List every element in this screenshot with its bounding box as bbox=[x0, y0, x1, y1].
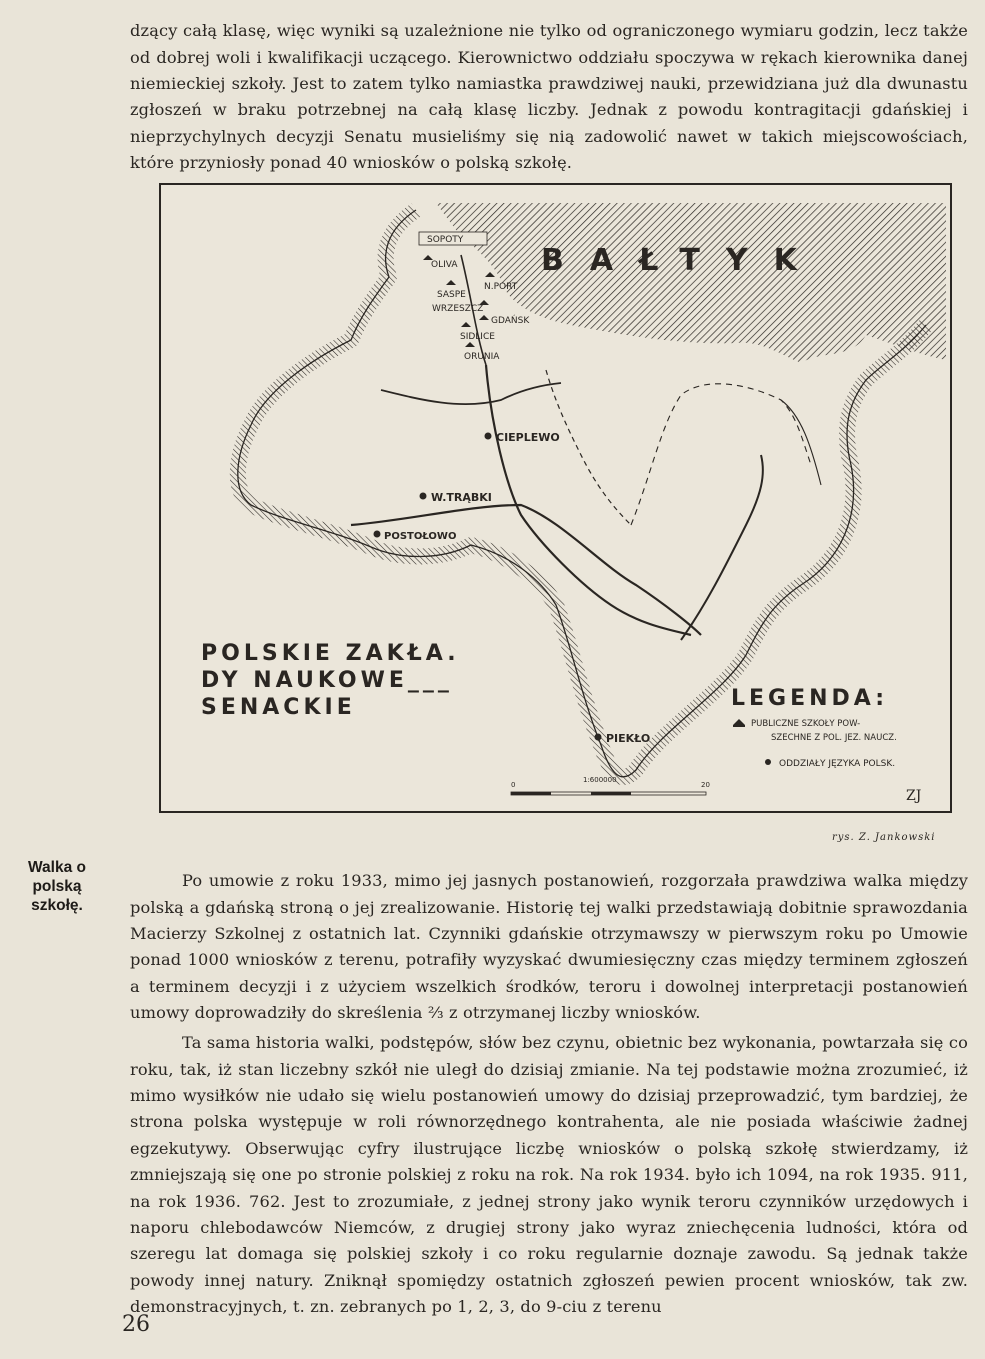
svg-text:OLIVA: OLIVA bbox=[431, 260, 458, 270]
svg-text:WRZESZCZ: WRZESZCZ bbox=[432, 304, 484, 314]
town-saspe bbox=[437, 280, 466, 300]
svg-text:GDAŃSK: GDAŃSK bbox=[491, 316, 530, 326]
svg-text:1:600000: 1:600000 bbox=[583, 776, 617, 784]
district-boundary-4 bbox=[681, 455, 763, 640]
svg-text:LEGENDA:: LEGENDA: bbox=[731, 686, 889, 711]
svg-text:SZECHNE Z POL. JEZ. NAUCZ.: SZECHNE Z POL. JEZ. NAUCZ. bbox=[771, 733, 897, 743]
svg-text:ODDZIAŁY JĘZYKA POLSK.: ODDZIAŁY JĘZYKA POLSK. bbox=[779, 759, 896, 769]
map-legend bbox=[731, 686, 897, 769]
town-cieplewo bbox=[485, 431, 560, 444]
svg-text:SENACKIE: SENACKIE bbox=[201, 695, 356, 720]
svg-text:ORUNIA: ORUNIA bbox=[464, 352, 500, 362]
svg-text:POLSKIE ZAKŁA.: POLSKIE ZAKŁA. bbox=[201, 641, 460, 666]
page-number: 26 bbox=[122, 1312, 150, 1337]
svg-text:W.TRĄBKI: W.TRĄBKI bbox=[431, 491, 492, 504]
town-sidlice bbox=[460, 322, 495, 342]
illustration-credit: rys. Z. Jankowski bbox=[832, 832, 936, 843]
svg-text:DY NAUKOWE___: DY NAUKOWE___ bbox=[201, 668, 453, 693]
map-title bbox=[201, 641, 460, 720]
top-paragraph: dzący całą klasę, więc wyniki są uzależnione nie tylko od ograniczonego wymiaru godzin, lecz także od dobrej woli i kwalifikacji uczącego. Kierownictwo oddziału spoczywa w rękach kierownika danej niemieckiej szkoły. Jest to zatem tylko namiastka prawdziwej nauki, przewidziana już dla dwunastu zgłoszeń w braku potrzebnej na całą klasę liczby. Jednak z powodu kontragitacji gdańskiej i nieprzychylnych decyzji Senatu musieliśmy się nią zadowolić nawet w takich miejscowościach, które przyniosły ponad 40 wniosków o polską szkołę. bbox=[130, 21, 968, 173]
svg-text:SOPOTY: SOPOTY bbox=[427, 235, 464, 245]
town-wielkie-trabki bbox=[420, 491, 492, 504]
svg-text:PUBLICZNE SZKOŁY POW-: PUBLICZNE SZKOŁY POW- bbox=[751, 719, 861, 729]
district-boundary-8 bbox=[781, 400, 821, 485]
district-boundary-1 bbox=[486, 365, 691, 635]
town-wrzeszcz bbox=[432, 300, 489, 314]
svg-text:0: 0 bbox=[511, 781, 516, 789]
svg-text:SASPE: SASPE bbox=[437, 290, 466, 300]
svg-text:SIDLICE: SIDLICE bbox=[460, 332, 495, 342]
svg-text:CIEPLEWO: CIEPLEWO bbox=[496, 431, 560, 444]
map-illustration bbox=[159, 183, 952, 813]
svg-text:PIEKŁO: PIEKŁO bbox=[606, 732, 651, 745]
paragraph-2: Ta sama historia walki, podstępów, słów bez czynu, obietnic bez wykonania, powtarzała się co roku, tak, iż stan liczebny szkół nie uległ do dzisiaj zmianie. Na tej podstawie można zrozumieć, iż mimo wysiłków nie udało się wielu postanowień umowy do dzisiaj przeprowadzić, tym bardziej, że strona polska występuje w roli równorzędnego kontrahenta, ale nie posiada właściwie żadnej egzekutywy. Obserwując cyfry ilustrujące liczbę wniosków o polską szkołę stwierdzamy, iż zmniejszają się one po stronie polskiej z roku na rok. Na rok 1934. było ich 1094, na rok 1935. 911, na rok 1936. 762. Jest to zrozumiałe, z jednej strony jako wynik teroru czynników urzędowych i naporu chlebodawców Niemców, z drugiej strony jako wyraz zniechęcenia ludności, która od szeregu lat domaga się polskiej szkoły i co roku regularnie doznaje zawodu. Są jednak także powody innej natury. Zniknął spomiędzy ostatnich zgłoszeń pewien procent wniosków, tak zw. demonstracyjnych, t. zn. zebranych po 1, 2, 3, do 9-ciu z terenu bbox=[130, 1033, 968, 1317]
sea-label: BAŁTYK bbox=[541, 243, 823, 278]
marginal-note: Walka o polską szkołę. bbox=[28, 859, 86, 914]
town-orunia bbox=[464, 342, 500, 362]
svg-text:N.PORT: N.PORT bbox=[484, 282, 518, 292]
artist-signature: ZJ bbox=[906, 788, 922, 804]
svg-text:20: 20 bbox=[701, 781, 710, 789]
town-gdansk bbox=[479, 314, 530, 326]
town-postolowo bbox=[374, 531, 457, 543]
district-boundary-2 bbox=[381, 383, 561, 404]
map-scale-bar bbox=[511, 776, 710, 795]
town-oliva bbox=[423, 255, 458, 270]
town-sopoty bbox=[419, 232, 487, 245]
paragraph-1: Po umowie z roku 1933, mimo jej jasnych postanowień, rozgorzała prawdziwa walka między polską a gdańską stroną o jej zrealizowanie. Historię tej walki przedstawiają dobitnie sprawozdania Macierzy Szkolnej z ostatnich lat. Czynniki gdańskie otrzymawszy w pierwszym roku po Umowie ponad 1000 wniosków z terenu, potrafiły wyzyskać dwumiesięczny czas między terminem zgłoszeń a terminem decyzji i z użyciem wszelkich środków, teroru i dowolnej interpretacji postanowień umowy doprowadziły do skreślenia ⅔ z otrzymanej liczby wniosków. bbox=[130, 871, 968, 1023]
svg-text:POSTOŁOWO: POSTOŁOWO bbox=[384, 531, 457, 542]
district-boundary-6 bbox=[631, 384, 811, 525]
district-boundary-5 bbox=[546, 370, 631, 525]
branch-town-markers bbox=[374, 431, 651, 745]
